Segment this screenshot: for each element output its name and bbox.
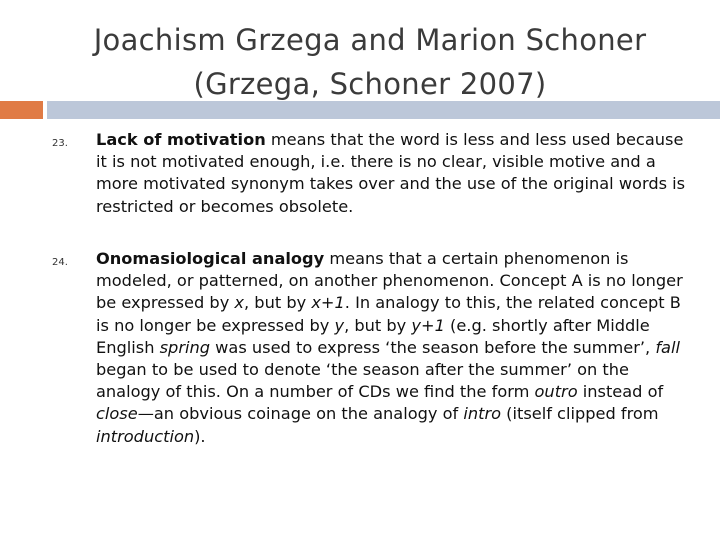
text-segment: was used to express ‘the season before the summer’,: [210, 337, 656, 357]
text-segment: (itself clipped from: [501, 404, 659, 424]
word-outro: outro: [534, 382, 578, 402]
var-x: x: [234, 293, 245, 313]
accent-bar-blue: [47, 101, 720, 119]
slide-title: [40, 18, 700, 106]
word-fall: fall: [655, 337, 680, 357]
word-spring: spring: [159, 337, 211, 357]
term-lack-of-motivation: Lack of motivation: [96, 130, 266, 149]
word-intro: intro: [463, 404, 502, 424]
term-onomasiological-analogy: Onomasiological analogy: [96, 249, 325, 268]
text-segment: began to be used to denote ‘the season after the summer’ on the analogy of this. On a number of CDs we find the form: [96, 360, 630, 402]
var-x-plus-1: x+1: [311, 293, 345, 313]
text-segment: , but by: [244, 293, 312, 313]
text-segment: ).: [194, 426, 206, 446]
slide-title-line-1: Joachism Grzega and Marion Schoner: [93, 23, 647, 57]
word-introduction: introduction: [96, 426, 195, 446]
text-segment: , but by: [344, 315, 412, 335]
list-item-number: 24.: [52, 257, 68, 268]
list-item-text: [96, 248, 686, 448]
word-close: close: [96, 404, 138, 424]
list-item-text: [96, 129, 686, 218]
text-segment: means that a certain phenomenon is modeled, or patterned, on another phenomenon. Concept A is no longer be expressed by: [96, 249, 683, 313]
var-y: y: [334, 315, 345, 335]
var-y-plus-1: y+1: [411, 315, 445, 335]
text-segment: instead of: [577, 382, 664, 402]
definition-text: means that the word is less and less used because it is not motivated enough, i.e. there is no clear, visible motive and a more motivated synonym takes over and the use of the original words is restricted or becomes obsolete.: [96, 130, 686, 216]
text-segment: . In analogy to this, the related concept B is no longer be expressed by: [96, 293, 681, 335]
text-segment: —an obvious coinage on the analogy of: [137, 404, 464, 424]
accent-bar-orange: [0, 101, 43, 119]
list-item-number: 23.: [52, 138, 68, 149]
slide-title-line-2: (Grzega, Schoner 2007): [193, 67, 547, 101]
text-segment: (e.g. shortly after Middle English: [96, 315, 650, 357]
